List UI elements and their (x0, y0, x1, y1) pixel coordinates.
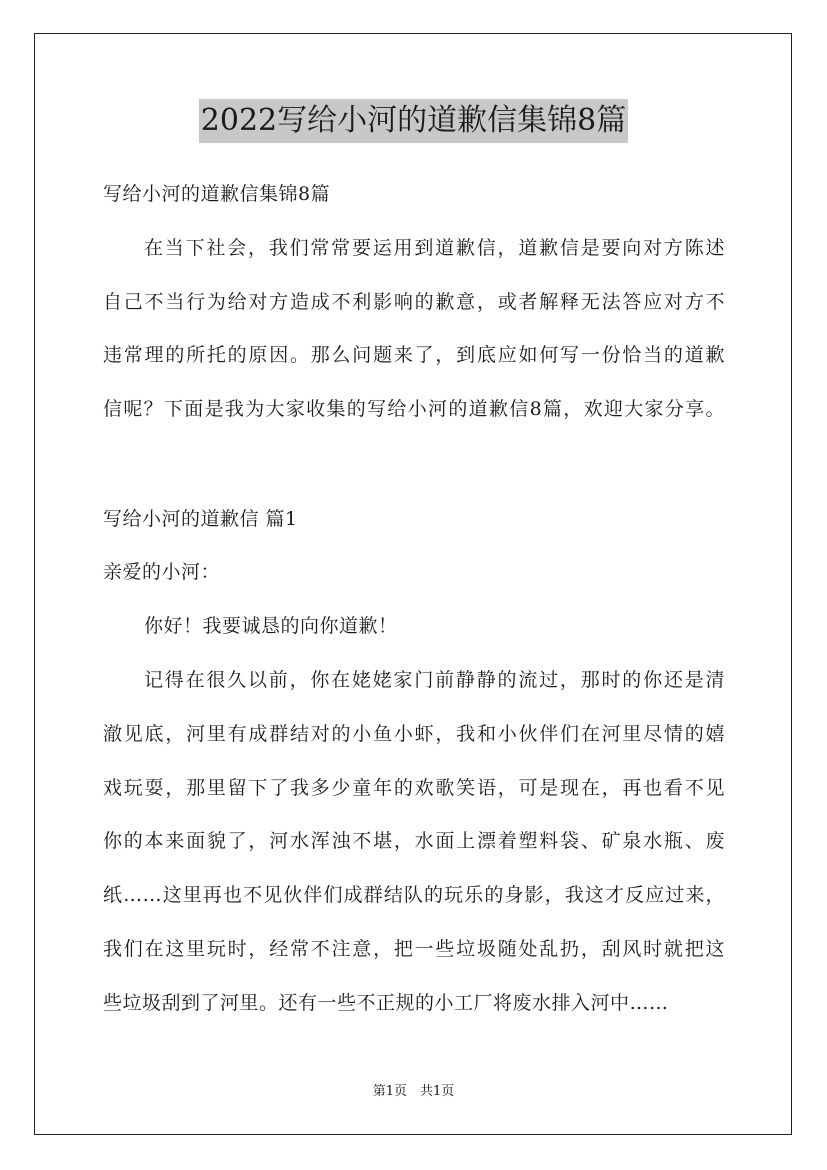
salutation: 亲爱的小河： (103, 561, 221, 583)
greeting: 你好！我要诚恳的向你道歉！ (144, 615, 398, 637)
body-line-5: 纸……这里再也不见伙伴们成群结队的玩乐的身影，我这才反应过来， (103, 884, 725, 906)
body-line-7: 些垃圾刮到了河里。还有一些不正规的小工厂将废水排入河中…… (103, 992, 669, 1014)
document-title: 2022写给小河的道歉信集锦8篇 (199, 99, 628, 143)
body-line-6: 我们在这里玩时，经常不注意，把一些垃圾随处乱扔，刮风时就把这 (103, 938, 725, 960)
body-line-3: 戏玩耍，那里留下了我多少童年的欢歌笑语，可是现在，再也看不见 (103, 777, 725, 799)
intro-line-1: 在当下社会，我们常常要运用到道歉信，道歉信是要向对方陈述 (144, 237, 725, 259)
body-line-2: 澈见底，河里有成群结对的小鱼小虾，我和小伙伴们在河里尽情的嬉 (103, 723, 725, 745)
section-heading: 写给小河的道歉信 篇1 (103, 508, 298, 530)
title-container (0, 99, 827, 143)
body-line-4: 你的本来面貌了，河水浑浊不堪，水面上漂着塑料袋、矿泉水瓶、废 (103, 830, 725, 852)
body-line-1: 记得在很久以前，你在姥姥家门前静静的流过，那时的你还是清 (144, 669, 725, 691)
intro-line-2: 自己不当行为给对方造成不利影响的歉意，或者解释无法答应对方不 (103, 291, 725, 313)
intro-line-4: 信呢？下面是我为大家收集的写给小河的道歉信8篇，欢迎大家分享。 (103, 398, 725, 420)
document-subtitle: 写给小河的道歉信集锦8篇 (103, 183, 331, 205)
page-footer: 第1页 共1页 (372, 1084, 455, 1099)
intro-line-3: 违常理的所托的原因。那么问题来了，到底应如何写一份恰当的道歉 (103, 344, 725, 366)
